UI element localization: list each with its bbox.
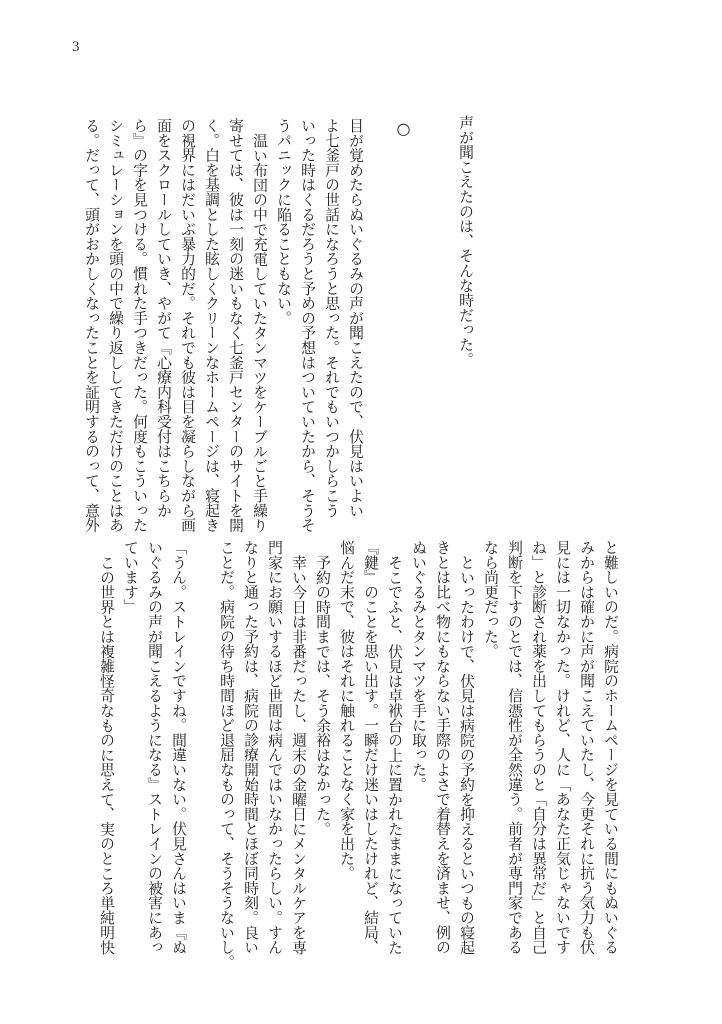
- text-column: 寄せては、彼は一刻の迷いもなく七釜戸センターのサイトを開: [227, 118, 244, 533]
- text-column: うパニックに陥ることもない。: [275, 118, 292, 326]
- text-column: 判断を下すのとでは、信憑性が全然違う。前者が専門家である: [506, 540, 523, 955]
- text-column: 見には一切なかった。けれど、人に「あなた正気じゃないです: [554, 540, 571, 955]
- section-marker: ○: [394, 119, 413, 138]
- text-column: よ七釜戸の世話になろうと思った。それでもいつかしらこう: [323, 118, 340, 518]
- text-column: そこでふと、伏見は卓袱台の上に置かれたままになっていた: [386, 554, 403, 955]
- text-column: 門家にお願いするほど世間は病んではいなかったらしい。すん: [266, 540, 283, 955]
- text-column: 予約の時間までは、そう余裕はなかった。: [314, 554, 331, 836]
- text-column: いった時はくるだろうと予めの予想はついていたから、そうそ: [299, 118, 316, 533]
- text-column: る。だって、頭がおかしくなったことを証明するのって、意外: [83, 118, 100, 533]
- text-column: シミュレーションを頭の中で繰り返ししてきただけのことはあ: [107, 118, 124, 533]
- upper-text-block: [79, 118, 367, 532]
- text-column: きとは比べ物にもならない手際のよさで着替えを済ませ、例の: [434, 540, 451, 955]
- text-column: ぬいぐるみとタンマツを手に取った。: [410, 540, 427, 792]
- text-column: いぐるみの声が聞こえるようになる』ストレインの被害にあっ: [146, 540, 163, 955]
- text-column: ら』の字を見つける。慣れた手つきだった。何度もこういった: [131, 118, 148, 533]
- text-column: なら尚更だった。: [482, 540, 499, 659]
- text-column: ています」: [122, 540, 139, 614]
- text-column: 『鍵』のことを思い出す。一瞬だけ迷いはしたけれど、結局、: [362, 540, 379, 955]
- text-column: 幸い今日は非番だったし、週末の金曜日にメンタルケアを専: [290, 554, 307, 955]
- text-column: 温い布団の中で充電していたタンマツをケーブルごと手繰り: [251, 132, 268, 533]
- text-column: みからは確かに声が聞こえていたし、今更それに抗う気力も伏: [578, 540, 595, 955]
- lower-text-block: [94, 540, 622, 969]
- text-column: 悩んだ末で、彼はそれに触れることなく家を出た。: [338, 540, 355, 881]
- text-column: の視界にはだいぶ暴力的だ。それでも彼は目を凝らしながら画: [179, 118, 196, 533]
- text-column: ね」と診断され薬を出してもらうのと「自分は異常だ」と自己: [530, 540, 547, 955]
- lead-line: 声が聞こえたのは、そんな時だった。: [457, 115, 474, 367]
- text-column: なりと通った予約は、病院の診療開始時間とほぼ同時刻。良い: [242, 540, 259, 955]
- section-marker-block: [391, 119, 415, 138]
- page-number: 3: [72, 39, 80, 55]
- text-column: と難しいのだ。病院のホームページを見ている間にもぬいぐる: [602, 540, 619, 955]
- blank-line: [190, 540, 214, 969]
- text-column: といったわけで、伏見は病院の予約を抑えるといつもの寝起: [458, 554, 475, 955]
- text-column: 「うん。ストレインですね。間違いない。伏見さんはいま『ぬ: [170, 540, 187, 955]
- text-column: 目が覚めたらぬいぐるみの声が聞こえたので、伏見はいよい: [347, 118, 364, 518]
- text-column: 面をスクロールしていき、やがて『心療内科受付はこちらか: [155, 118, 172, 518]
- text-column: ことだ。病院の待ち時間ほど退屈なものって、そうそうないし。: [218, 540, 235, 970]
- text-column: この世界とは複雑怪奇なものに思えて、実のところ単純明快: [98, 554, 115, 955]
- lead-line-block: [453, 115, 477, 367]
- text-column: く。白を基調とした眩しくクリーンなホームページは、寝起き: [203, 118, 220, 533]
